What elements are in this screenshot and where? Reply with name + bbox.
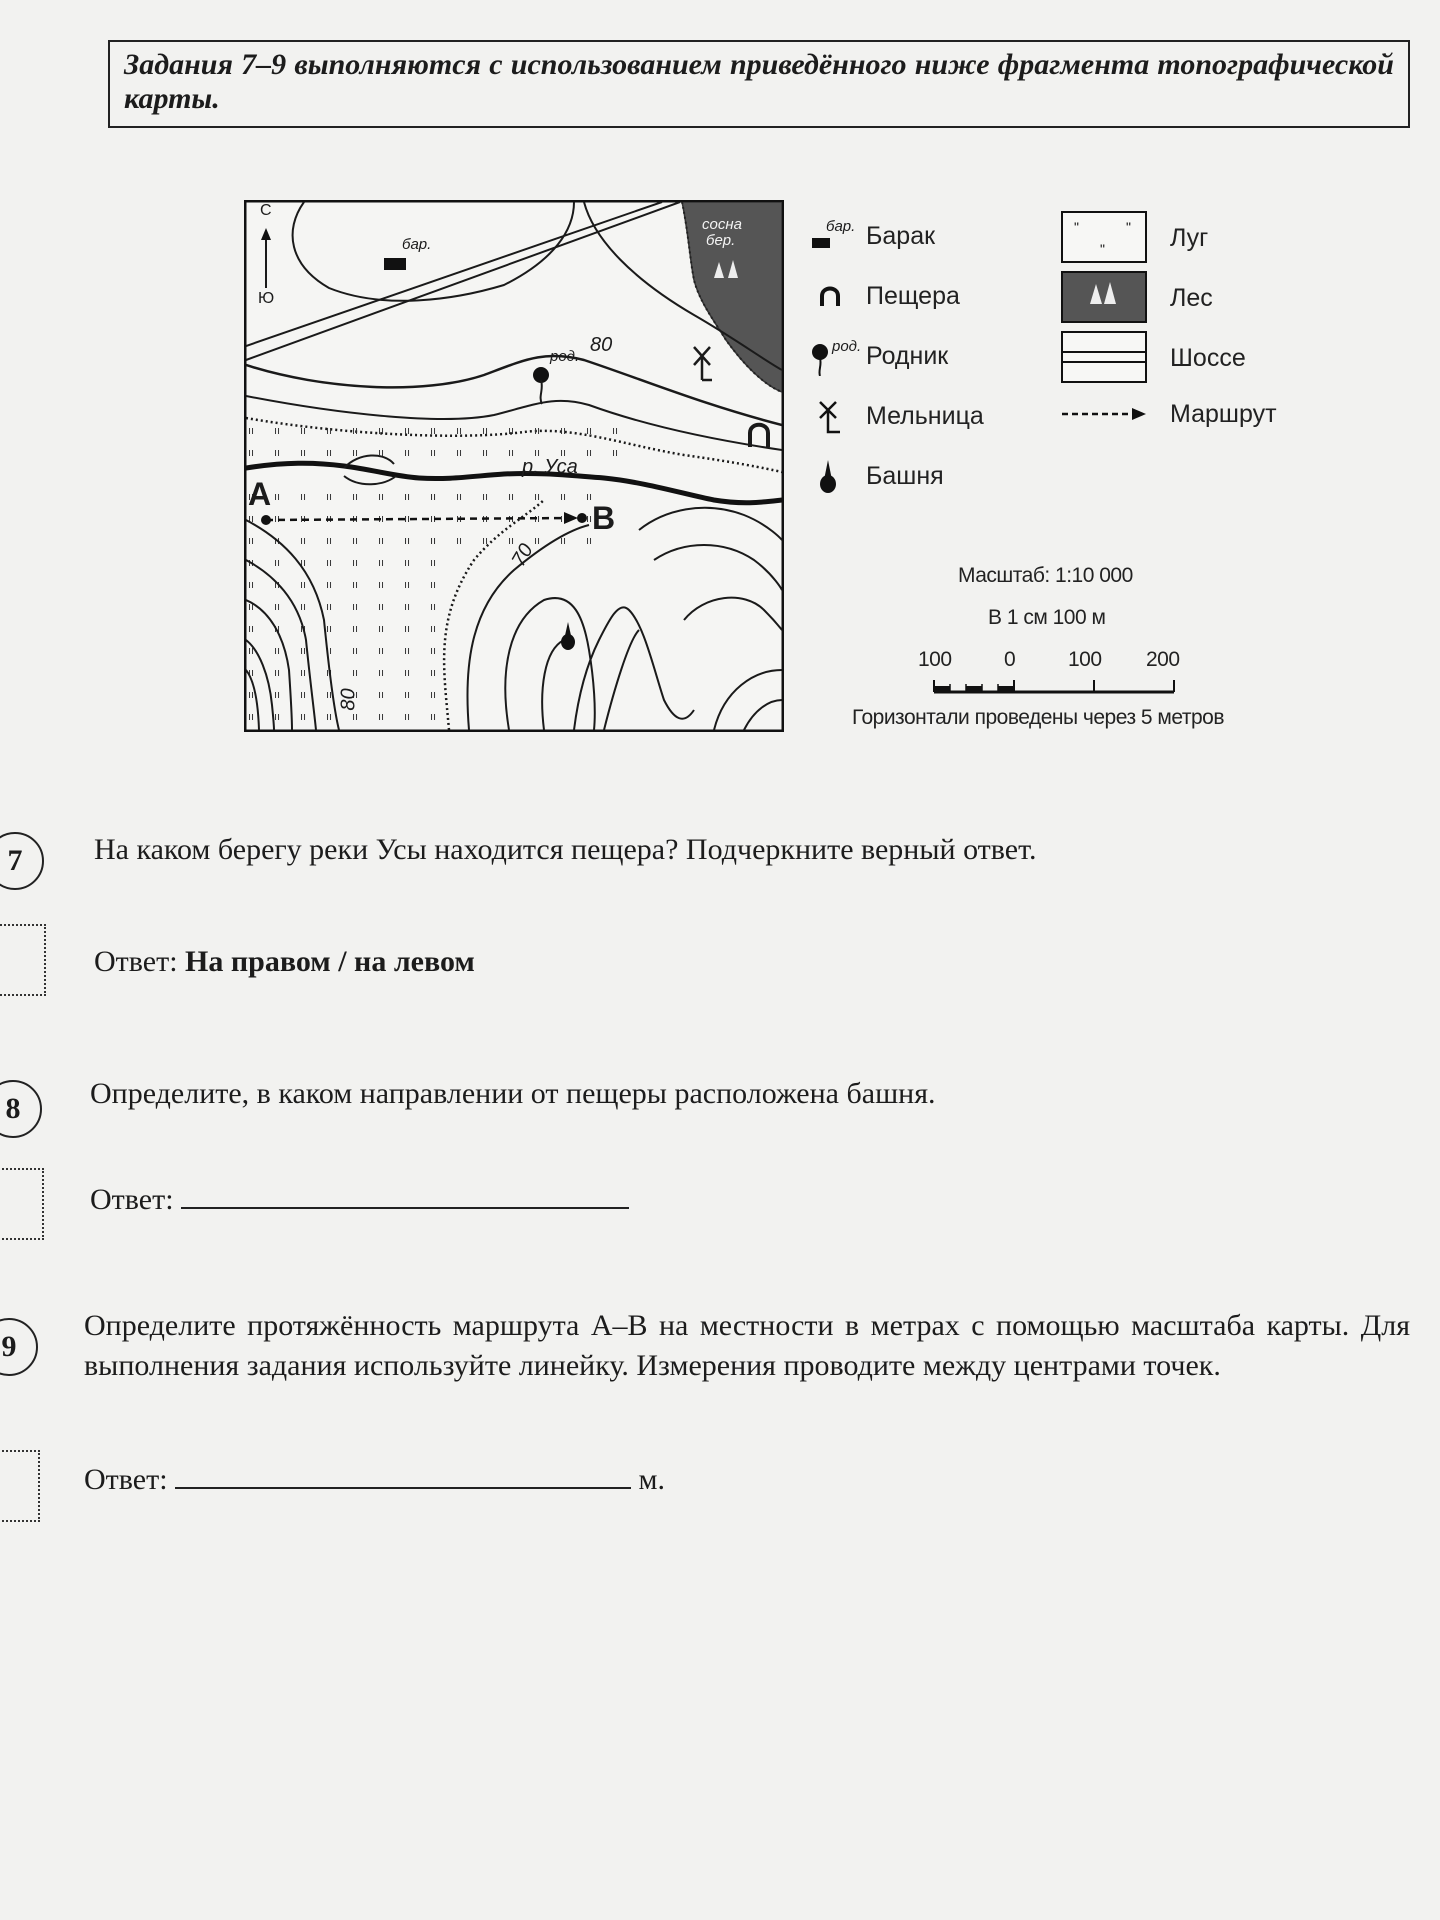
question-9-text: Определите протяжённость маршрута А–В на местности в метрах с помощью масштаба карты. Для выполнения задания используйте линейку. Измерения проводите между центрами точек. [84, 1309, 1410, 1382]
question-7-answer-box[interactable] [0, 924, 46, 996]
question-8-answer [90, 1180, 629, 1220]
cave-icon [810, 276, 866, 316]
question-7-answer [94, 942, 475, 982]
instructions-text: Задания 7–9 выполняются с использованием приведённого ниже фрагмента топографической карты. [124, 48, 1394, 115]
tower-icon [810, 456, 866, 496]
contour-80-top-label: 80 [590, 334, 613, 356]
scale-title: Масштаб: 1:10 000 [958, 564, 1133, 587]
legend-left [810, 210, 1050, 500]
question-7-number: 7 [0, 832, 44, 890]
question-9-answer-suffix: м. [638, 1463, 666, 1496]
legend-highway-label: Шоссе [1170, 343, 1246, 372]
legend-item-tower [810, 456, 944, 496]
legend-tower-label: Башня [866, 461, 944, 490]
map-spring-label: род. [550, 348, 580, 365]
legend-item-route [1060, 394, 1277, 434]
legend-item-forest [1060, 270, 1213, 326]
legend-meadow-label: Луг [1170, 223, 1209, 252]
question-9-number: 9 [0, 1318, 38, 1376]
question-9-answer-box[interactable] [0, 1450, 40, 1522]
point-a-label: A [248, 476, 272, 512]
legend-route-label: Маршрут [1170, 399, 1277, 428]
legend-barrack-label: Барак [866, 221, 936, 250]
point-b-label: B [592, 500, 616, 536]
question-8-answer-box[interactable] [0, 1168, 44, 1240]
question-7-answer-prefix: Ответ: [94, 945, 178, 978]
scale-tick-200: 200 [1146, 648, 1180, 671]
mill-icon [810, 396, 866, 436]
topographic-map [244, 200, 784, 732]
scale-bar [930, 674, 1180, 698]
highway-icon [1060, 330, 1150, 386]
question-7-text: На каком берегу реки Усы находится пещера? Подчеркните верный ответ. [94, 833, 1037, 866]
legend-item-spring [810, 336, 948, 376]
legend-item-cave [810, 276, 960, 316]
legend-spring-label: Родник [866, 341, 949, 370]
scale-tick-0: 0 [1004, 648, 1016, 671]
legend-barrack-small: бар. [826, 218, 856, 235]
scale-per-cm: В 1 см 100 м [988, 606, 1106, 629]
route-icon [1060, 394, 1150, 434]
question-9-answer-prefix: Ответ: [84, 1463, 168, 1496]
scale-tick-100: 100 [1068, 648, 1102, 671]
svg-text:": " [1126, 219, 1131, 235]
legend-item-highway [1060, 330, 1246, 386]
question-8-answer-line[interactable] [181, 1181, 629, 1209]
question-8-answer-prefix: Ответ: [90, 1183, 174, 1216]
meadow-icon [1060, 210, 1150, 266]
map-forest-label-2: бер. [706, 232, 736, 249]
instructions-box [108, 40, 1410, 128]
map-forest-label-1: сосна [702, 216, 742, 233]
legend-right [1060, 208, 1320, 448]
svg-text:": " [1074, 219, 1079, 235]
scale-tick-100-left: 100 [918, 648, 952, 671]
question-7-answer-options[interactable]: На правом / на левом [185, 945, 475, 978]
forest-icon [1060, 270, 1150, 326]
legend-item-barrack [810, 216, 935, 256]
map-barrack-label: бар. [402, 236, 432, 253]
contour-80-bottom-label: 80 [337, 688, 360, 711]
map-canvas [244, 200, 784, 732]
svg-text:": " [1100, 241, 1105, 257]
question-9-answer-line[interactable] [175, 1461, 631, 1489]
question-8-text: Определите, в каком направлении от пещеры расположена башня. [90, 1077, 936, 1110]
compass-north-label: С [260, 202, 272, 219]
legend-spring-small: род. [832, 338, 862, 355]
question-9-answer [84, 1460, 665, 1500]
question-8-number: 8 [0, 1080, 42, 1138]
legend-cave-label: Пещера [866, 281, 960, 310]
compass-south-label: Ю [258, 290, 275, 307]
contours-note: Горизонтали проведены через 5 метров [852, 706, 1224, 729]
legend-forest-label: Лес [1170, 283, 1213, 312]
river-label: р. Уса [522, 456, 578, 478]
legend-mill-label: Мельница [866, 401, 984, 430]
legend-item-mill [810, 396, 984, 436]
legend-item-meadow [1060, 210, 1208, 266]
contour-70-label: 70 [507, 540, 538, 571]
